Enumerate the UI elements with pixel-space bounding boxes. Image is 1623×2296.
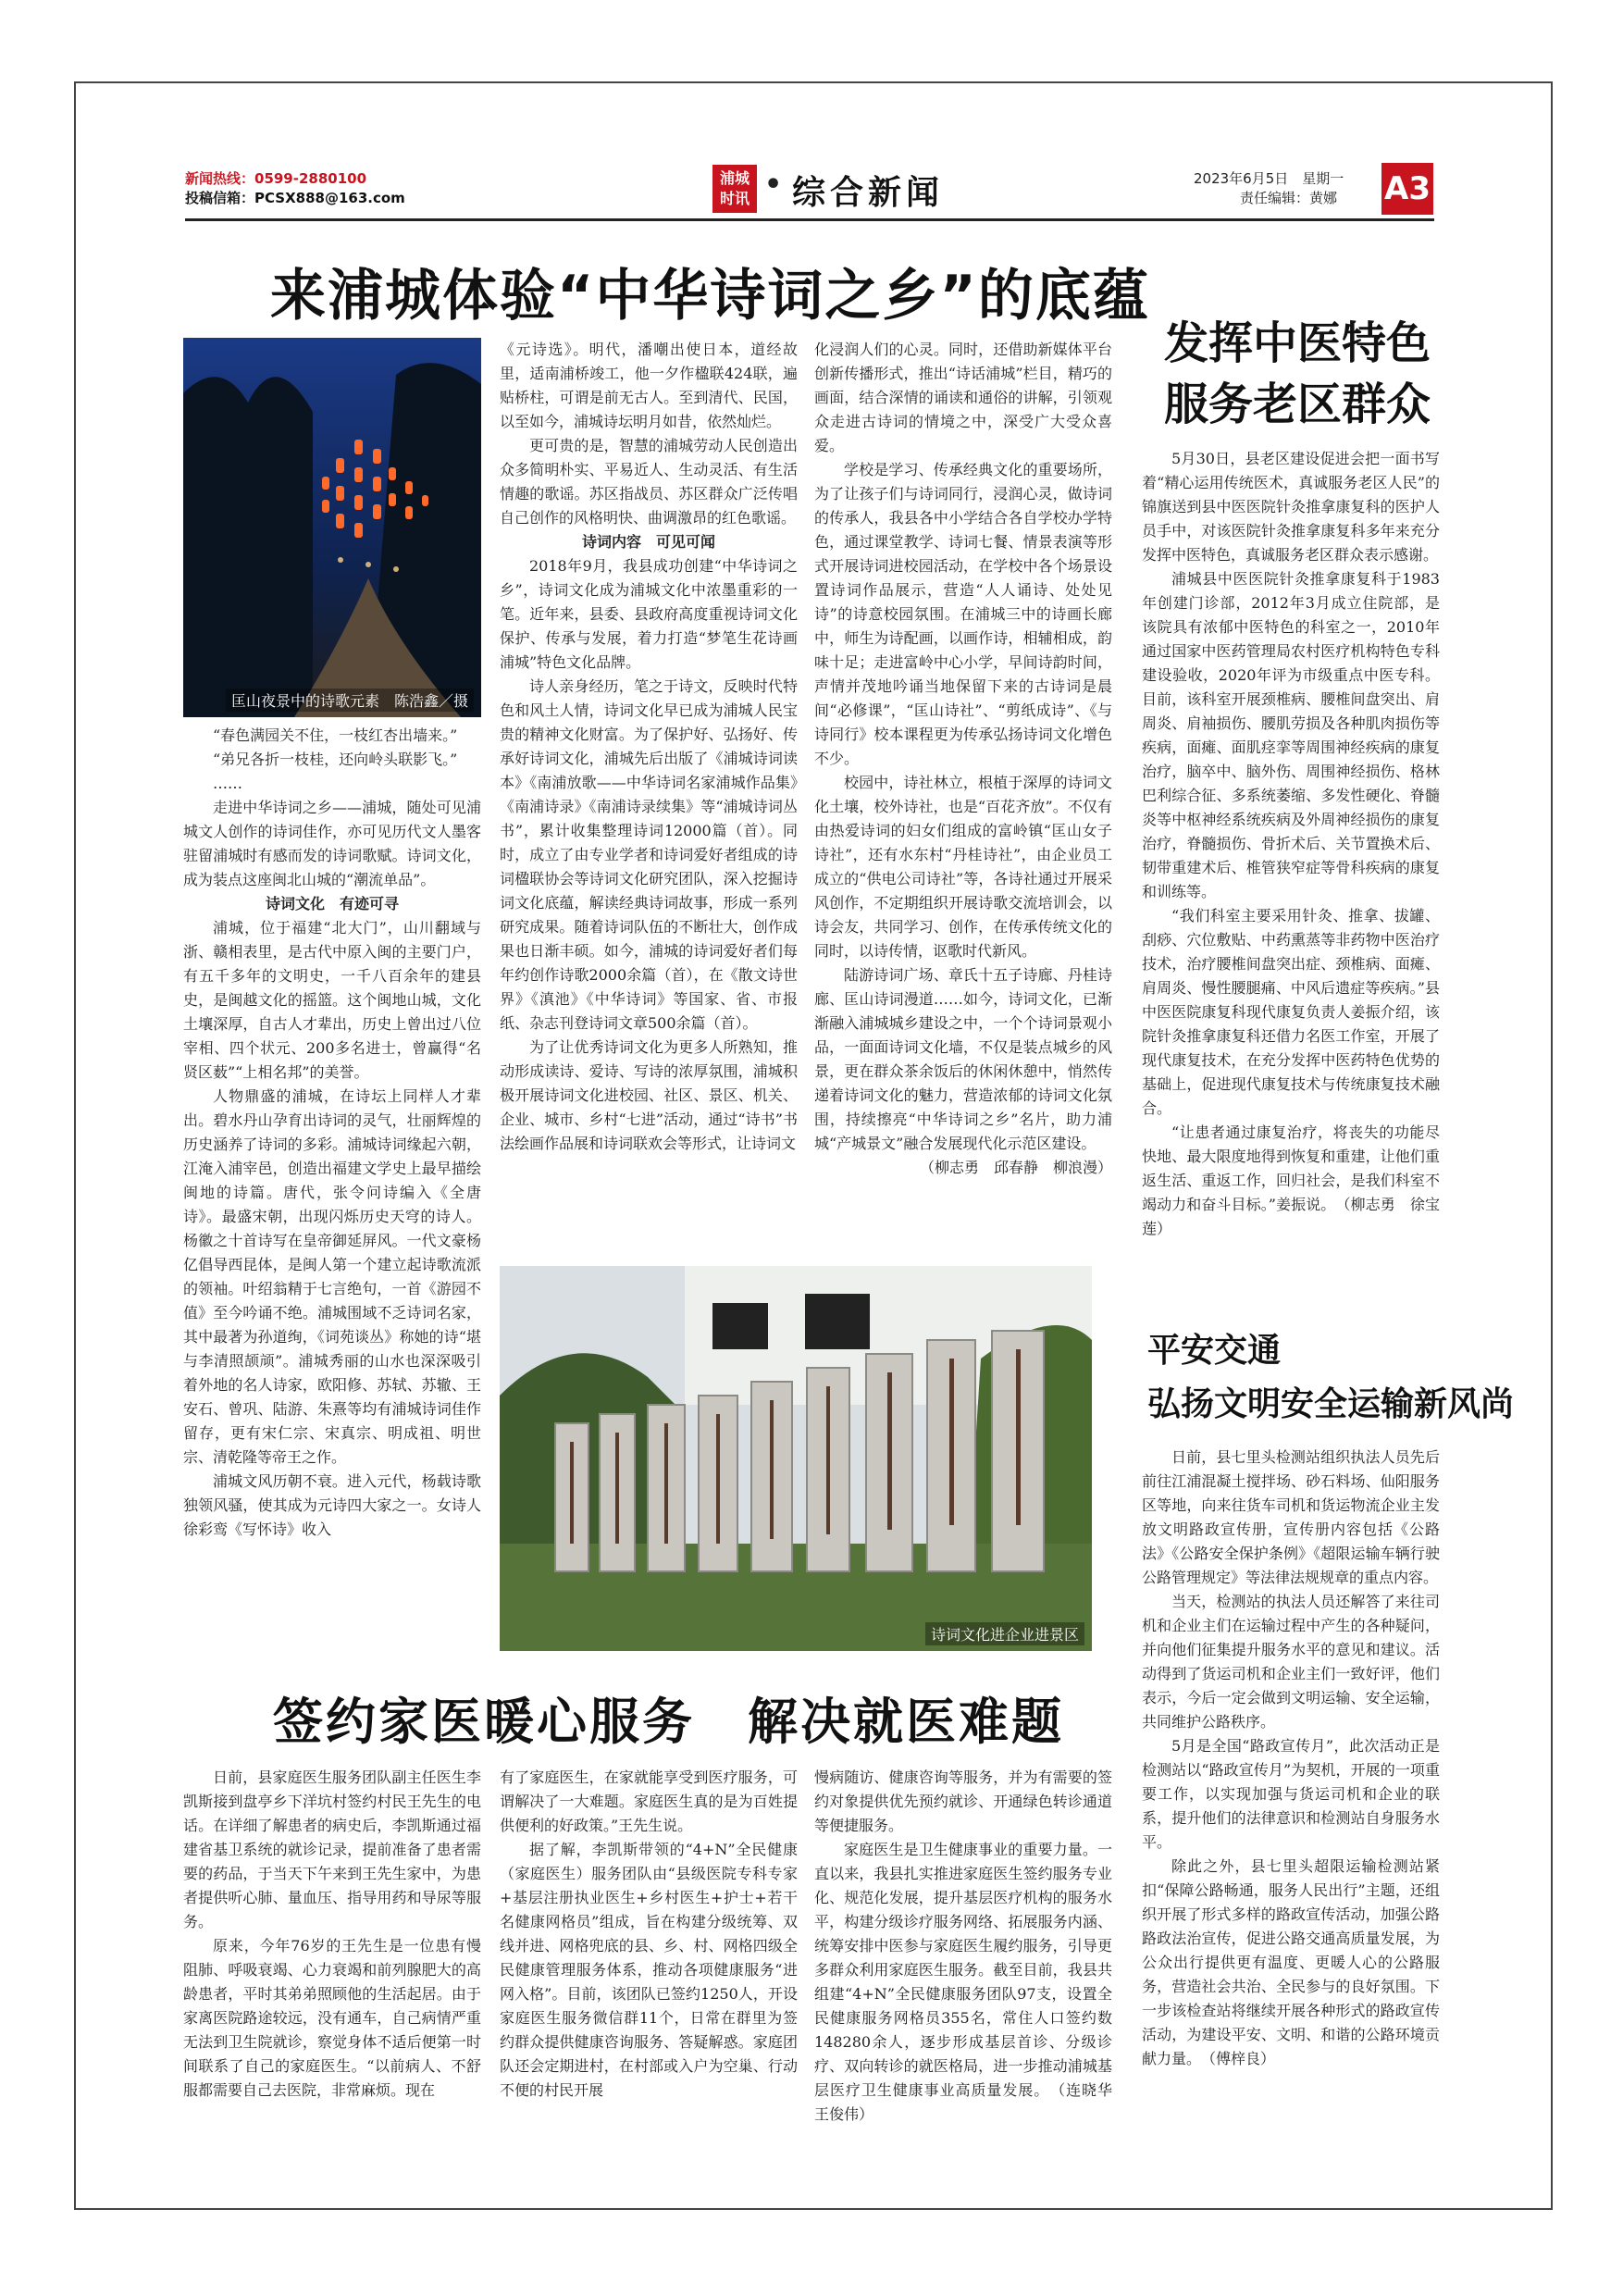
paragraph: 5月是全国“路政宣传月”，此次活动正是检测站以“路政宣传月”为契机，开展的一项重要工作，以实现加强与货运司机和企业的联系，提升他们的法律意识和检测站自身服务水平。 <box>1142 1737 1440 1851</box>
paragraph: 浦城，位于福建“北大门”，山川翻域与浙、赣相表里，是古代中原入闽的主要门户，有五千多年的文明史，一千八百余年的建县史，是闽越文化的摇篮。这个闽地山城，文化土壤深厚，自古人才辈出，历史上曾出过八位宰相、四个状元、200多名进士，曾赢得“名贤区薮”“上相名邦”的美誉。 <box>183 919 481 1081</box>
photo-stone-steles <box>500 1266 1092 1651</box>
photo-caption-steles: 诗词文化进企业进景区 <box>925 1622 1084 1645</box>
submission-email: 投稿信箱：PCSX888@163.com <box>185 190 405 206</box>
headline-tcm <box>1164 313 1431 435</box>
doctor-column-3 <box>814 1766 1128 2173</box>
paragraph: 《元诗选》。明代，潘嘲出使日本，道经故里，适南浦桥竣工，他一夕作楹联424联，遍贴桥柱，可谓是前无古人。至到清代、民国，以至如今，浦城诗坛明月如昔，依然灿烂。 <box>500 341 798 430</box>
headline-traffic-line2: 弘扬文明安全运输新风尚 <box>1147 1384 1515 1423</box>
doctor-column-1 <box>183 1766 481 2173</box>
poetry-column-1 <box>183 724 481 1640</box>
responsible-editor: 责任编辑：黄娜 <box>1240 190 1338 206</box>
paragraph: 走进中华诗词之乡——浦城，随处可见浦城文人创作的诗词佳作，亦可见历代文人墨客驻留浦城时有感而发的诗词歌赋。诗词文化，成为装点这座闽北山城的“潮流单品”。 <box>183 799 481 888</box>
paragraph: 浦城县中医医院针灸推拿康复科于1983年创建门诊部，2012年3月成立住院部，是该院具有浓郁中医特色的科室之一，2010年通过国家中医药管理局农村医疗机构特色专科建设验收，2020年评为市级重点中医专科。目前，该科室开展颈椎病、腰椎间盘突出、肩周炎、肩袖损伤、腰肌劳损及各种肌肉损伤等疾病，面瘫、面肌痉挛等周围神经疾病的康复治疗，脑卒中、脑外伤、周围神经损伤、格林巴利综合征、多系统萎缩、多发性硬化、脊髓炎等中枢神经系统疾病及外周神经损伤的康复治疗，脊髓损伤、骨折术后、关节置换术后、韧带重建术后、椎管狭窄症等骨科疾病的康复和训练等。 <box>1142 570 1440 900</box>
traffic-article-body <box>1142 1446 1440 2200</box>
title-separator-dot: • <box>764 168 783 201</box>
headline-tcm-line1: 发挥中医特色 <box>1164 317 1431 369</box>
paragraph: 有了家庭医生，在家就能享受到医疗服务，可谓解决了一大难题。家庭医生真的是为百姓提供便利的好政策。”王先生说。 <box>500 1769 798 1834</box>
paragraph: 浦城文风历朝不衰。进入元代，杨载诗歌独领风骚，使其成为元诗四大家之一。女诗人徐彩鸾《写怀诗》收入 <box>183 1472 481 1538</box>
header-meta <box>1194 169 1344 208</box>
header-rule <box>185 218 1434 221</box>
headline-traffic-line1: 平安交通 <box>1147 1331 1282 1370</box>
paragraph: 家庭医生是卫生健康事业的重要力量。一直以来，我县扎实推进家庭医生签约服务专业化、规范化发展，提升基层医疗机构的服务水平，构建分级诊疗服务网络、拓展服务内涵、统筹安排中医参与家庭医生履约服务，引导更多群众利用家庭医生服务。截至目前，我县共组建“4+N”全民健康服务团队97支，设置全民健康服务网格员355名，常住人口签约数148280余人，逐步形成基层首诊、分级诊疗、双向转诊的就医格局，进一步推动浦城基层医疗卫生健康事业高质量发展。 （连晓华 王俊伟） <box>814 1841 1128 2123</box>
headline-tcm-line2: 服务老区群众 <box>1164 379 1431 430</box>
night-scene-illustration <box>183 338 481 717</box>
paragraph: 化浸润人们的心灵。同时，还借助新媒体平台创新传播形式，推出“诗话浦城”栏目，精巧的画面，结合深情的诵读和通俗的讲解，引领观众走进古诗词的情境之中，深受广大受众喜爱。 <box>814 341 1112 454</box>
poetry-column-2 <box>500 338 798 1260</box>
steles-illustration <box>500 1266 1092 1651</box>
paragraph: 更可贵的是，智慧的浦城劳动人民创造出众多简明朴实、平易近人、生动灵活、有生活情趣的歌谣。苏区指战员、苏区群众广泛传唱自己创作的风格明快、曲调激昂的红色歌谣。 <box>500 437 798 527</box>
headline-traffic <box>1147 1323 1514 1431</box>
headline-family-doctor: 签约家医暖心服务 解决就医难题 <box>273 1692 1064 1751</box>
paragraph: “弟兄各折一枝桂，还向岭头联影飞。” <box>183 751 458 768</box>
paragraph: 除此之外，县七里头超限运输检测站紧扣“保障公路畅通，服务人民出行”主题，还组织开展了形式多样的路政宣传活动，加强公路路政法治宣传，促进公路交通高质量发展，为公众出行提供更有温度、更暖人心的公路服务，营造社会共治、全民参与的良好氛围。下一步该检查站将继续开展各种形式的路政宣传活动，为建设平安、文明、和谐的公路环境贡献力量。 （傅梓良） <box>1142 1857 1440 2067</box>
page-number: A3 <box>1381 163 1433 215</box>
doctor-column-2 <box>500 1766 798 2173</box>
paragraph: 慢病随访、健康咨询等服务，并为有需要的签约对象提供优先预约就诊、开通绿色转诊通道等便捷服务。 <box>814 1769 1112 1834</box>
paragraph: “我们科室主要采用针灸、推拿、拔罐、刮痧、穴位敷贴、中药熏蒸等非药物中医治疗技术，治疗腰椎间盘突出症、颈椎病、面瘫、肩周炎、慢性腰腿痛、中风后遗症等疾病。”县中医医院康复科现代康复负责人姜振介绍，该院针灸推拿康复科还借力名医工作室，开展了现代康复技术，在充分发挥中医药特色优势的基础上，促进现代康复技术与传统康复技术融合。 <box>1142 907 1440 1117</box>
photo-night-lanterns <box>183 338 481 717</box>
paragraph: 学校是学习、传承经典文化的重要场所，为了让孩子们与诗词同行，浸润心灵，做诗词的传承人，我县各中小学结合各自学校办学特色，通过课堂教学、诗词七餐、情景表演等形式开展诗词进校园活动，在学校中各个场景设置诗词作品展示，营造“人人诵诗、处处见诗”的诗意校园氛围。在浦城三中的诗画长廊中，师生为诗配画，以画作诗，相辅相成，韵味十足；走进富岭中心小学，早间诗韵时间，声情并茂地吟诵当地保留下来的古诗词是晨间“必修课”，“匡山诗社”、“剪纸成诗”、《与诗同行》校本课程更为传承弘扬诗词文化增色不少。 <box>814 461 1112 767</box>
paragraph: 为了让优秀诗词文化为更多人所熟知，推动形成读诗、爱诗、写诗的浓厚氛围，浦城积极开展诗词文化进校园、社区、景区、机关、企业、城市、乡村“七进”活动，通过“诗书”书法绘画作品展和诗词联欢会等形式，让诗词文 <box>500 1038 798 1152</box>
headline-poetry: 来浦城体验“中华诗词之乡”的底蕴 <box>270 264 1150 329</box>
paragraph: “春色满园关不住，一枝红杏出墙来。” <box>183 726 458 744</box>
newspaper-logo-text: 浦城时讯 <box>720 169 750 207</box>
section-title: 综合新闻 <box>792 174 945 212</box>
tcm-article-body <box>1142 447 1440 1280</box>
paragraph: 当天，检测站的执法人员还解答了来往司机和企业主们在运输过程中产生的各种疑问，并向他们征集提升服务水平的意见和建议。活动得到了货运司机和企业主们一致好评，他们表示，今后一定会做到文明运输、安全运输，共同维护公路秩序。 <box>1142 1593 1440 1731</box>
issue-date: 2023年6月5日 星期一 <box>1194 170 1344 187</box>
paragraph: 人物鼎盛的浦城，在诗坛上同样人才辈出。碧水丹山孕育出诗词的灵气，壮丽辉煌的历史涵养了诗词的多彩。浦城诗词缘起六朝，江淹入浦宰邑，创造出福建文学史上最早描绘闽地的诗篇。唐代，张令问诗编入《全唐诗》。最盛宋朝，出现闪烁历史天穹的诗人。杨徽之十首诗写在皇帝御延屏风。一代文豪杨亿倡导西昆体，是闽人第一个建立起诗歌流派的领袖。叶绍翁精于七言绝句，一首《游园不值》至今吟诵不绝。浦城围域不乏诗词名家，其中最著为孙道绚，《词苑谈丛》称她的诗“堪与李清照颉颃”。浦城秀丽的山水也深深吸引着外地的名人诗家，欧阳修、苏轼、苏辙、王安石、曾巩、陆游、朱熹等均有浦城诗词佳作留存，更有宋仁宗、宋真宗、明成祖、明世宗、清乾隆等帝王之作。 <box>183 1087 481 1466</box>
paragraph: 据了解，李凯斯带领的“4+N”全民健康（家庭医生）服务团队由“县级医院专科专家+基层注册执业医生+乡村医生+护士+若干名健康网格员”组成，旨在构建分级统筹、双线并进、网格兜底的县、乡、村、网格四级全民健康管理服务体系，推动各项健康服务“进网入格”。目前，该团队已签约1250人，开设家庭医生服务微信群11个，日常在群里为签约群众提供健康咨询服务、答疑解惑。家庭团队还会定期进村，在村部或入户为空巢、行动不便的村民开展 <box>500 1841 798 2099</box>
newspaper-logo <box>712 165 757 213</box>
news-hotline: 新闻热线：0599-2880100 <box>185 170 367 187</box>
paragraph: 原来，今年76岁的王先生是一位患有慢阻肺、呼吸衰竭、心力衰竭和前列腺肥大的高龄患者，平时其弟弟照顾他的生活起居。由于家离医院路途较远，没有通车，自己病情严重无法到卫生院就诊，察觉身体不适后便第一时间联系了自己的家庭医生。“以前病人、不舒服都需要自己去医院，非常麻烦。现在 <box>183 1937 481 2099</box>
byline: （柳志勇 邱春静 柳浪漫） <box>919 1159 1112 1176</box>
paragraph: 2018年9月，我县成功创建“中华诗词之乡”，诗词文化成为浦城文化中浓墨重彩的一笔。近年来，县委、县政府高度重视诗词文化保护、传承与发展，着力打造“梦笔生花诗画浦城”特色文化品牌。 <box>500 557 798 671</box>
photo-caption-night: 匡山夜景中的诗歌元素 陈浩鑫／摄 <box>226 689 474 712</box>
paragraph: 陆游诗词广场、章氏十五子诗廊、丹桂诗廊、匡山诗词漫道……如今，诗词文化，已渐渐融入浦城城乡建设之中，一个个诗词景观小品，一面面诗词文化墙，不仅是装点城乡的风景，更在群众茶余饭后的休闲休憩中，悄然传递着诗词文化的魅力，营造浓郁的诗词文化氛围，持续擦亮“中华诗词之乡”名片，助力浦城“产城景文”融合发展现代化示范区建设。 <box>814 966 1112 1152</box>
header-contact <box>185 169 405 208</box>
subheading: 诗词文化 有迹可寻 <box>265 895 399 912</box>
paragraph: 5月30日，县老区建设促进会把一面书写着“精心运用传统医术，真诚服务老区人民”的锦旗送到县中医医院针灸推拿康复科的医护人员手中，对该医院针灸推拿康复科多年来充分发挥中医特色，真诚服务老区群众表示感谢。 <box>1142 450 1440 564</box>
subheading: 诗词内容 可见可闻 <box>581 533 715 551</box>
paragraph: 日前，县七里头检测站组织执法人员先后前往江浦混凝土搅拌场、砂石料场、仙阳服务区等地，向来往货车司机和货运物流企业主发放文明路政宣传册，宣传册内容包括《公路法》《公路安全保护条例》《超限运输车辆行驶公路管理规定》等法律法规规章的重点内容。 <box>1142 1448 1440 1586</box>
paragraph: …… <box>183 775 243 792</box>
paragraph: “让患者通过康复治疗，将丧失的功能尽快地、最大限度地得到恢复和重建，让他们重返生活、重返工作，回归社会，是我们科室不竭动力和奋斗目标。”姜振说。 （柳志勇 徐宝莲） <box>1142 1123 1440 1237</box>
paragraph: 日前，县家庭医生服务团队副主任医生李凯斯接到盘亭乡下洋坑村签约村民王先生的电话。在详细了解患者的病史后，李凯斯通过福建省基卫系统的就诊记录，提前准备了患者需要的药品，于当天下午来到王先生家中，为患者提供听心肺、量血压、指导用药和导尿等服务。 <box>183 1769 481 1930</box>
poetry-column-3 <box>814 338 1112 1260</box>
paragraph: 诗人亲身经历，笔之于诗文，反映时代特色和风土人情，诗词文化早已成为浦城人民宝贵的精神文化财富。为了保护好、弘扬好、传承好诗词文化，浦城先后出版了《浦城诗词读本》《南浦放歌——中华诗词名家浦城作品集》《南浦诗录》《南浦诗录续集》等“浦城诗词丛书”，累计收集整理诗词12000篇（首）。同时，成立了由专业学者和诗词爱好者组成的诗词楹联协会等诗词文化研究团队，深入挖掘诗词文化底蕴，解读经典诗词故事，形成一系列研究成果。随着诗词队伍的不断壮大，创作成果也日渐丰硕。如今，浦城的诗词爱好者们每年约创作诗歌2000余篇（首），在《散文诗世界》《滇池》《中华诗词》等国家、省、市报纸、杂志刊登诗词文章500余篇（首）。 <box>500 677 798 1032</box>
paragraph: 校园中，诗社林立，根植于深厚的诗词文化土壤，校外诗社，也是“百花齐放”。不仅有由热爱诗词的妇女们组成的富岭镇“匡山女子诗社”，还有水东村“丹桂诗社”，由企业员工成立的“供电公司诗社”等，各诗社通过开展采风创作，不定期组织开展诗歌交流培训会，以诗会友，共同学习、创作，在传承传统文化的同时，以诗传情，讴歌时代新风。 <box>814 774 1112 960</box>
